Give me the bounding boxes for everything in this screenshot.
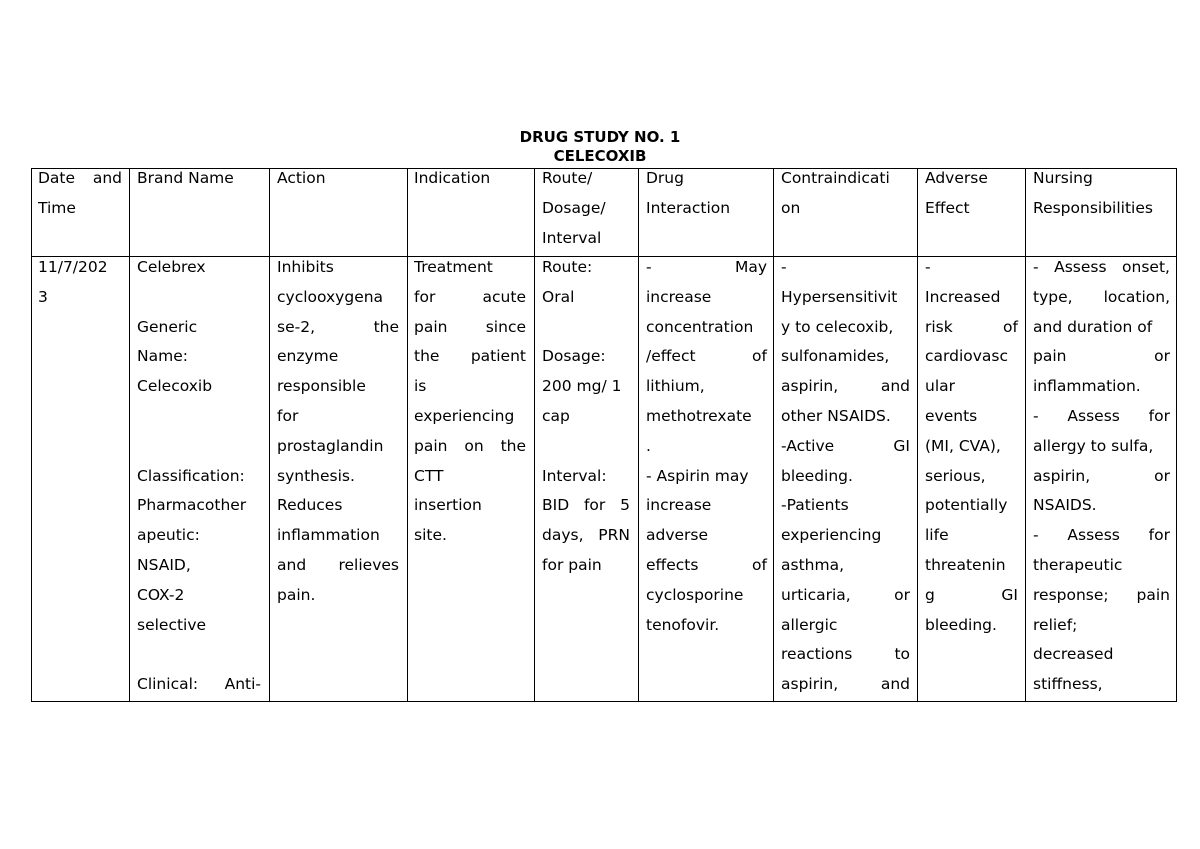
nursing-word: -	[1033, 258, 1039, 276]
adverse-line: -	[925, 258, 931, 276]
adverse-word: GI	[1001, 585, 1018, 604]
nursing-word: onset,	[1122, 258, 1170, 276]
header-indication-label: Indication	[414, 169, 491, 187]
action-line: enzyme	[277, 347, 339, 366]
action-word: se-2,	[277, 317, 315, 336]
adverse-line: potentially	[925, 496, 1008, 515]
indication-word: pain	[414, 436, 448, 455]
nursing-line: relief;	[1033, 615, 1078, 634]
nursing-word: Assess	[1067, 526, 1120, 545]
interaction-line: concentration	[646, 317, 754, 336]
action-line: synthesis.	[277, 466, 355, 485]
interaction-word: /effect	[646, 347, 696, 366]
classification-line: COX-2	[137, 585, 185, 604]
header-route	[542, 164, 632, 253]
interaction-line: tenofovir.	[646, 615, 720, 634]
action-line	[277, 313, 399, 343]
column-divider	[1176, 168, 1177, 702]
clinical-word: Clinical:	[137, 675, 199, 694]
indication-word: since	[485, 317, 526, 336]
header-route-line: Dosage/	[542, 198, 606, 217]
column-divider	[31, 168, 32, 702]
indication-line	[414, 432, 526, 462]
nursing-word: for	[1148, 526, 1170, 545]
nursing-line: therapeutic	[1033, 555, 1123, 574]
cell-contraindication	[781, 253, 910, 700]
header-route-line: Route/	[542, 169, 593, 187]
contra-word: reactions	[781, 645, 853, 664]
clinical-word: Anti-	[224, 675, 261, 694]
action-word: the	[373, 317, 399, 336]
nursing-word: -	[1033, 526, 1039, 545]
adverse-line: ular	[925, 377, 956, 396]
nursing-line: inflammation.	[1033, 377, 1141, 396]
adverse-word: g	[925, 585, 935, 604]
table-bottom-border	[31, 701, 1177, 702]
column-divider	[269, 168, 270, 702]
interval-word: 5	[620, 496, 630, 515]
header-adverse-effect	[925, 164, 1019, 224]
nursing-word: response;	[1033, 585, 1109, 604]
action-line	[277, 551, 399, 581]
indication-line: CTT	[414, 466, 444, 485]
header-brand-name	[137, 164, 263, 194]
cell-action	[277, 253, 399, 611]
cell-nursing-responsibilities	[1033, 253, 1170, 700]
action-word: relieves	[338, 555, 399, 574]
indication-line	[414, 313, 526, 343]
contra-line	[781, 581, 910, 611]
contra-line	[781, 670, 910, 700]
cell-drug-interaction	[646, 253, 767, 640]
contra-line	[781, 432, 910, 462]
contra-line: bleeding.	[781, 466, 853, 485]
contra-line: Hypersensitivit	[781, 287, 898, 306]
header-date-word: and	[92, 169, 122, 187]
date-line: 11/7/202	[38, 258, 108, 276]
interval-line	[542, 521, 630, 551]
interval-word: BID	[542, 496, 570, 515]
cell-route-dosage-interval	[542, 253, 630, 581]
interaction-line: cyclosporine	[646, 585, 744, 604]
interaction-line: adverse	[646, 526, 709, 545]
adverse-word: of	[1003, 317, 1018, 336]
nursing-word: Assess	[1054, 258, 1107, 276]
nursing-word: -	[1033, 406, 1039, 425]
nursing-line	[1033, 253, 1170, 283]
header-interaction-line: Interaction	[646, 198, 731, 217]
contra-word: aspirin,	[781, 675, 839, 694]
interaction-word: effects	[646, 555, 699, 574]
interaction-line: increase	[646, 496, 712, 515]
adverse-line	[925, 581, 1018, 611]
contra-line: asthma,	[781, 555, 844, 574]
nursing-line	[1033, 283, 1170, 313]
contra-line: allergic	[781, 615, 838, 634]
document-title: DRUG STUDY NO. 1	[519, 128, 681, 146]
nursing-line: stiffness,	[1033, 675, 1103, 694]
action-line: prostaglandin	[277, 436, 384, 455]
contra-line	[781, 640, 910, 670]
column-divider	[534, 168, 535, 702]
dosage-line: cap	[542, 406, 570, 425]
header-contra-line: Contraindicati	[781, 169, 890, 187]
action-line: for	[277, 406, 299, 425]
contra-word: and	[880, 675, 910, 694]
interaction-line	[646, 342, 767, 372]
action-word: and	[277, 555, 307, 574]
cell-brand-name	[137, 253, 261, 700]
interaction-word: May	[734, 258, 767, 276]
header-indication	[414, 164, 528, 194]
indication-line: insertion	[414, 496, 482, 515]
action-line: responsible	[277, 377, 366, 396]
interval-line	[542, 491, 630, 521]
nursing-word: location,	[1103, 287, 1170, 306]
nursing-line	[1033, 521, 1170, 551]
nursing-line	[1033, 581, 1170, 611]
generic-name-line: Generic	[137, 317, 198, 336]
column-divider	[407, 168, 408, 702]
interaction-line: increase	[646, 287, 712, 306]
column-divider	[773, 168, 774, 702]
header-interaction-line: Drug	[646, 169, 684, 187]
interval-word: days,	[542, 526, 584, 545]
contra-line: -Patients	[781, 496, 849, 515]
indication-word: on	[464, 436, 484, 455]
action-line: pain.	[277, 585, 316, 604]
classification-line: selective	[137, 615, 207, 634]
indication-word: patient	[470, 347, 526, 366]
classification-line: Pharmacother	[137, 496, 247, 515]
adverse-line: events	[925, 406, 978, 425]
contra-line: -	[781, 258, 787, 276]
indication-word: the	[414, 347, 440, 366]
adverse-line: (MI, CVA),	[925, 436, 1001, 455]
date-line: 3	[38, 287, 48, 306]
column-divider	[638, 168, 639, 702]
nursing-word: type,	[1033, 287, 1073, 306]
contra-word: or	[894, 585, 910, 604]
header-nursing-line: Responsibilities	[1033, 198, 1153, 217]
interval-word: for	[583, 496, 606, 515]
interaction-line: .	[646, 436, 651, 455]
interaction-word: of	[752, 555, 767, 574]
indication-line: is	[414, 377, 427, 396]
contra-line	[781, 372, 910, 402]
interaction-line: methotrexate	[646, 406, 752, 425]
dosage-line: Dosage:	[542, 347, 606, 366]
nursing-word: aspirin,	[1033, 466, 1091, 485]
interaction-line	[646, 253, 767, 283]
nursing-word: or	[1154, 466, 1170, 485]
interaction-line	[646, 551, 767, 581]
contra-line: experiencing	[781, 526, 882, 545]
adverse-line: life	[925, 526, 949, 545]
nursing-word: for	[1148, 406, 1170, 425]
indication-line: experiencing	[414, 406, 515, 425]
indication-line: site.	[414, 526, 447, 545]
contra-word: urticaria,	[781, 585, 851, 604]
nursing-line	[1033, 402, 1170, 432]
nursing-line: allergy to sulfa,	[1033, 436, 1154, 455]
interval-line: for pain	[542, 555, 602, 574]
contra-word: to	[894, 645, 910, 664]
nursing-word: pain	[1033, 347, 1067, 366]
column-divider	[129, 168, 130, 702]
nursing-word: pain	[1136, 585, 1170, 604]
contra-line: other NSAIDS.	[781, 406, 891, 425]
adverse-line	[925, 313, 1018, 343]
indication-word: pain	[414, 317, 448, 336]
route-line: Route:	[542, 258, 593, 276]
nursing-line: decreased	[1033, 645, 1114, 664]
action-line: Inhibits	[277, 258, 334, 276]
header-adverse-line: Adverse	[925, 169, 988, 187]
nursing-line	[1033, 342, 1170, 372]
nursing-line: NSAIDS.	[1033, 496, 1097, 515]
header-nursing-responsibilities	[1033, 164, 1171, 224]
classification-line: Classification:	[137, 466, 245, 485]
generic-name-line: Name:	[137, 347, 188, 366]
generic-name-line: Celecoxib	[137, 377, 213, 396]
adverse-line: cardiovasc	[925, 347, 1009, 366]
contra-line: sulfonamides,	[781, 347, 890, 366]
header-drug-interaction	[646, 164, 768, 224]
action-line: Reduces	[277, 496, 343, 515]
indication-line	[414, 283, 526, 313]
document-subtitle: CELECOXIB	[553, 147, 647, 165]
interval-line: Interval:	[542, 466, 607, 485]
adverse-line: threatenin	[925, 555, 1006, 574]
header-date-word: Date	[38, 169, 76, 187]
adverse-line: bleeding.	[925, 615, 997, 634]
header-date-line-1	[38, 164, 122, 194]
header-adverse-line: Effect	[925, 198, 970, 217]
interaction-word: -	[646, 258, 652, 276]
classification-line: apeutic:	[137, 526, 200, 545]
interaction-line: - Aspirin may	[646, 466, 749, 485]
brand-name-value: Celebrex	[137, 258, 206, 276]
nursing-line: and duration of	[1033, 317, 1153, 336]
cell-indication	[414, 253, 526, 551]
adverse-line: Increased	[925, 287, 1001, 306]
interval-word: PRN	[598, 526, 630, 545]
indication-line: Treatment	[414, 258, 493, 276]
header-date-time	[38, 164, 122, 224]
column-divider	[917, 168, 918, 702]
header-action	[277, 164, 401, 194]
column-divider	[1025, 168, 1026, 702]
clinical-line	[137, 670, 261, 700]
cell-adverse-effect	[925, 253, 1018, 640]
nursing-line	[1033, 462, 1170, 492]
header-action-label: Action	[277, 169, 326, 187]
classification-line: NSAID,	[137, 555, 191, 574]
indication-word: the	[500, 436, 526, 455]
indication-line	[414, 342, 526, 372]
header-date-line-2: Time	[38, 198, 76, 217]
cell-date	[38, 253, 122, 313]
contra-word: -Active	[781, 436, 835, 455]
contra-word: GI	[893, 436, 910, 455]
indication-word: for	[414, 287, 436, 306]
action-line: cyclooxygena	[277, 287, 384, 306]
indication-word: acute	[482, 287, 526, 306]
interaction-word: of	[752, 347, 767, 366]
nursing-word: Assess	[1067, 406, 1120, 425]
header-brand-label: Brand Name	[137, 169, 234, 187]
adverse-word: risk	[925, 317, 953, 336]
contra-word: and	[880, 377, 910, 396]
header-route-line: Interval	[542, 228, 602, 247]
contra-word: aspirin,	[781, 377, 839, 396]
nursing-word: or	[1154, 347, 1170, 366]
route-line: Oral	[542, 287, 575, 306]
contra-line: y to celecoxib,	[781, 317, 894, 336]
adverse-line: serious,	[925, 466, 986, 485]
header-contra-line: on	[781, 198, 801, 217]
action-line: inflammation	[277, 526, 380, 545]
interaction-line: lithium,	[646, 377, 705, 396]
header-contraindication	[781, 164, 911, 224]
dosage-line: 200 mg/ 1	[542, 377, 622, 396]
header-nursing-line: Nursing	[1033, 169, 1093, 187]
